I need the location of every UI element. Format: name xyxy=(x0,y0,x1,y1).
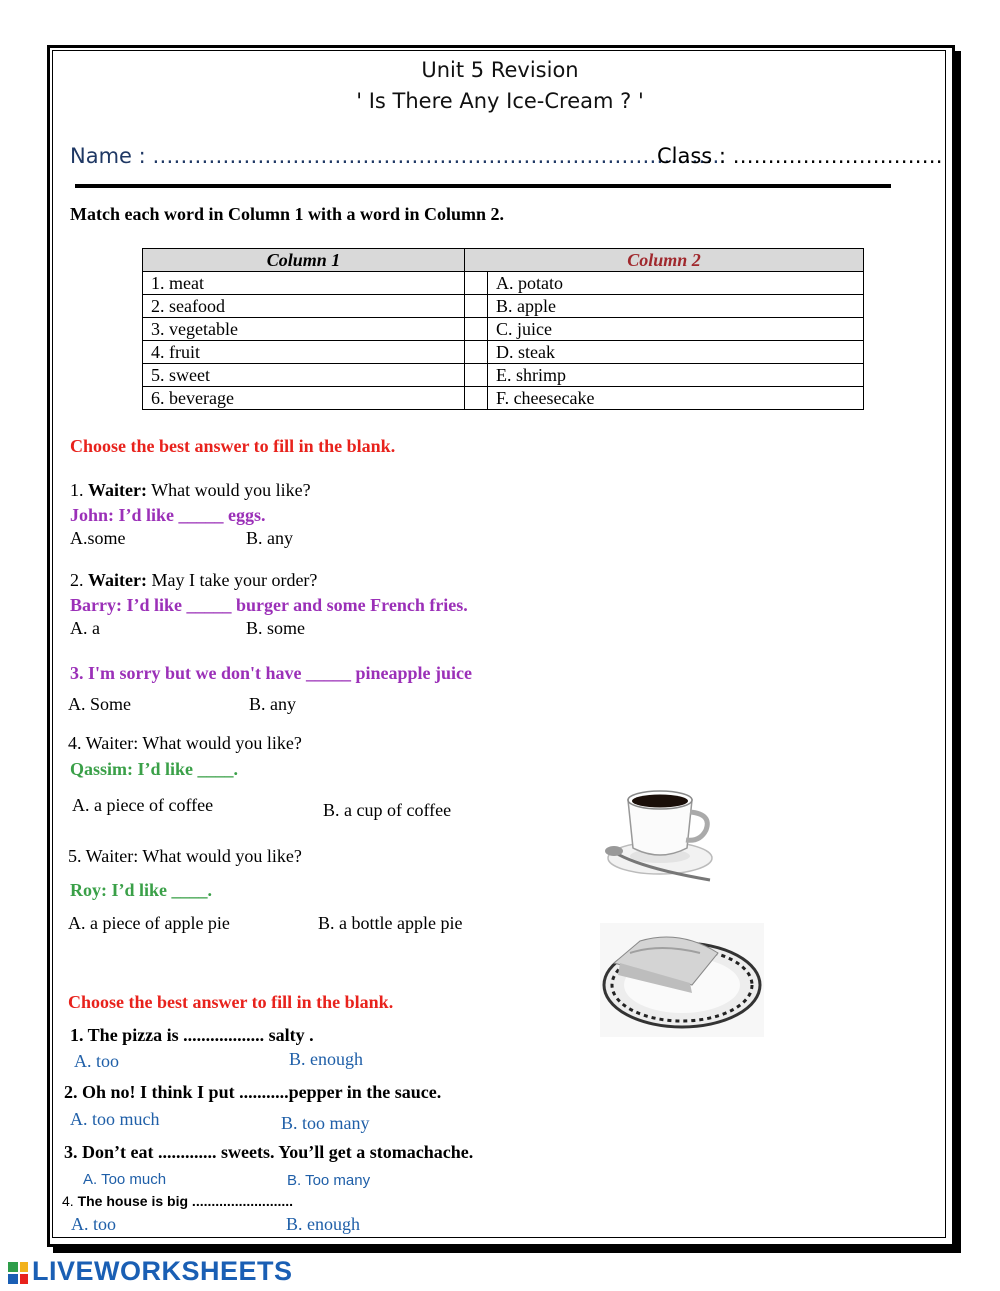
match-answer-box[interactable] xyxy=(465,295,488,318)
question-2-option-b[interactable]: B. some xyxy=(246,618,306,638)
question-number: 1. xyxy=(70,480,84,500)
section-2-question-3: 3. Don’t eat ............. sweets. You’ll get a stomachache. xyxy=(64,1142,474,1162)
worksheet-inner-frame xyxy=(52,50,946,1238)
question-4-answer-line: Qassim: I’d like ____. xyxy=(70,759,239,779)
column-1-header: Column 1 xyxy=(143,249,465,272)
column-2-cell: A. potato xyxy=(488,272,864,295)
question-text: The house is big .......................... xyxy=(77,1193,294,1209)
column-1-cell: 3. vegetable xyxy=(143,318,465,341)
table-row xyxy=(143,387,864,410)
column-1-cell: 6. beverage xyxy=(143,387,465,410)
speaker-label: Waiter: xyxy=(88,480,147,500)
table-row xyxy=(143,318,864,341)
match-answer-box[interactable] xyxy=(465,318,488,341)
section-2-question-1: 1. The pizza is .................. salty . xyxy=(70,1025,314,1045)
speaker-label: Waiter: xyxy=(88,570,147,590)
table-row xyxy=(143,272,864,295)
match-answer-box[interactable] xyxy=(465,341,488,364)
section-2-question-1-option-b[interactable]: B. enough xyxy=(289,1049,363,1069)
question-4-prompt: 4. Waiter: What would you like? xyxy=(68,733,302,753)
title-line-2: ' Is There Any Ice-Cream ? ' xyxy=(356,89,644,113)
prompt-text: What would you like? xyxy=(151,480,311,500)
question-5-prompt: 5. Waiter: What would you like? xyxy=(68,846,302,866)
question-5-option-b[interactable]: B. a bottle apple pie xyxy=(318,913,463,933)
section-2-question-3-option-a[interactable]: A. Too much xyxy=(83,1171,167,1188)
column-2-cell: B. apple xyxy=(488,295,864,318)
question-3-option-a[interactable]: A. Some xyxy=(68,694,131,714)
question-2-option-a[interactable]: A. a xyxy=(70,618,100,638)
question-number: 2. xyxy=(70,570,84,590)
column-2-cell: D. steak xyxy=(488,341,864,364)
column-1-cell: 2. seafood xyxy=(143,295,465,318)
choose-instruction-1: Choose the best answer to fill in the blank. xyxy=(70,436,396,456)
column-2-cell: F. cheesecake xyxy=(488,387,864,410)
liveworksheets-brand[interactable]: LIVEWORKSHEETS xyxy=(32,1256,293,1286)
table-row xyxy=(143,364,864,387)
section-2-question-2-option-b[interactable]: B. too many xyxy=(281,1113,370,1133)
question-3-option-b[interactable]: B. any xyxy=(249,694,296,714)
column-1-cell: 1. meat xyxy=(143,272,465,295)
match-table xyxy=(142,248,864,410)
column-2-cell: E. shrimp xyxy=(488,364,864,387)
table-row xyxy=(143,341,864,364)
section-2-question-3-option-b[interactable]: B. Too many xyxy=(287,1172,371,1189)
question-4-option-b[interactable]: B. a cup of coffee xyxy=(323,800,452,820)
question-5-option-a[interactable]: A. a piece of apple pie xyxy=(68,913,230,933)
choose-instruction-2: Choose the best answer to fill in the blank. xyxy=(68,992,394,1012)
column-2-header: Column 2 xyxy=(465,249,864,272)
question-1-option-b[interactable]: B. any xyxy=(246,528,293,548)
name-field[interactable]: Name : ………………………………………………………………………. xyxy=(70,144,727,168)
column-2-cell: C. juice xyxy=(488,318,864,341)
section-2-question-4-option-a[interactable]: A. too xyxy=(71,1214,116,1234)
section-2-question-4-option-b[interactable]: B. enough xyxy=(286,1214,360,1234)
class-field[interactable]: Class : ………………………… xyxy=(657,144,943,168)
section-2-question-1-option-a[interactable]: A. too xyxy=(74,1051,119,1071)
coffee-cup-icon xyxy=(600,780,720,885)
match-answer-box[interactable] xyxy=(465,272,488,295)
question-1-answer-line: John: I’d like _____ eggs. xyxy=(70,505,266,525)
section-2-question-2: 2. Oh no! I think I put ...........pepper in the sauce. xyxy=(64,1082,442,1102)
question-2-answer-line: Barry: I’d like _____ burger and some French fries. xyxy=(70,595,468,615)
table-row xyxy=(143,295,864,318)
question-3-line: 3. I'm sorry but we don't have _____ pineapple juice xyxy=(70,663,473,683)
question-4-option-a[interactable]: A. a piece of coffee xyxy=(72,795,214,815)
question-1-option-a[interactable]: A.some xyxy=(70,528,126,548)
section-2-question-2-option-a[interactable]: A. too much xyxy=(70,1109,160,1129)
apple-pie-icon xyxy=(600,923,764,1037)
column-1-cell: 4. fruit xyxy=(143,341,465,364)
header-divider xyxy=(75,184,891,188)
liveworksheets-logo-icon xyxy=(8,1262,28,1284)
prompt-text: May I take your order? xyxy=(151,570,318,590)
match-instruction: Match each word in Column 1 with a word in Column 2. xyxy=(70,204,505,224)
question-5-answer-line: Roy: I’d like ____. xyxy=(70,880,213,900)
title-line-1: Unit 5 Revision xyxy=(421,58,579,82)
question-1-prompt xyxy=(70,480,311,501)
question-2-prompt xyxy=(70,570,317,591)
match-answer-box[interactable] xyxy=(465,387,488,410)
section-2-question-4 xyxy=(62,1193,293,1209)
match-answer-box[interactable] xyxy=(465,364,488,387)
column-1-cell: 5. sweet xyxy=(143,364,465,387)
question-number: 4. xyxy=(62,1193,74,1209)
